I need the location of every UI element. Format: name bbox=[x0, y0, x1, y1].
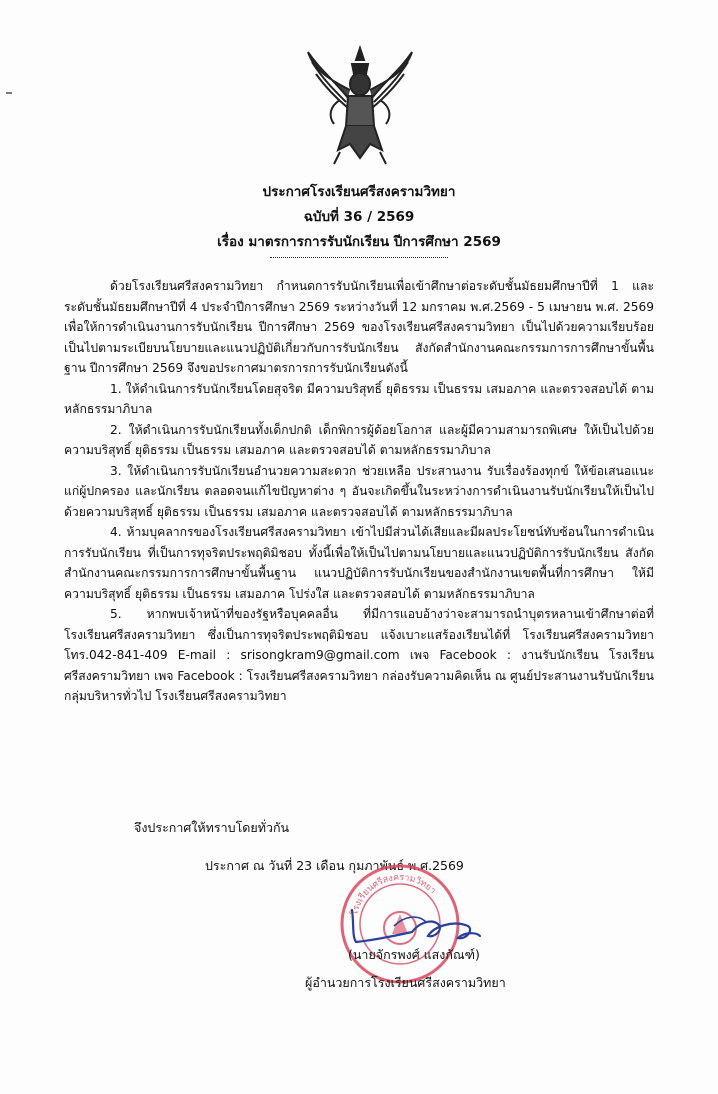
measure-item-1: 1. ให้ดำเนินการรับนักเรียนโดยสุจริต มีความบริสุทธิ์ ยุติธรรม เป็นธรรม เสมอภาค และตรวจสอบได้ ตามหลักธรรมาภิบาล bbox=[64, 381, 654, 416]
svg-text:โรงเรียนศรีสงครามวิทยา: โรงเรียนศรีสงครามวิทยา bbox=[349, 872, 438, 917]
garuda-emblem bbox=[300, 40, 420, 170]
announcement-body bbox=[64, 276, 654, 707]
intro-paragraph: ด้วยโรงเรียนศรีสงครามวิทยา กำหนดการรับนักเรียนเพื่อเข้าศึกษาต่อระดับชั้นมัธยมศึกษาปีที่ 1 และระดับชั้นมัธยมศึกษาปีที่ 4 ประจำปีการศึกษา 2569 ระหว่างวันที่ 12 มกราคม พ.ศ.2569 - 5 เมษายน พ.ศ. 2569 เพื่อให้การดำเนินงานการรับนักเรียน ปีการศึกษา 2569 ของโรงเรียนศรีสงครามวิทยา เป็นไปด้วยความเรียบร้อยเป็นไปตามระเบียบนโยบายและแนวปฏิบัติเกี่ยวกับการรับนักเรียน สังกัดสำนักงานคณะกรรมการการศึกษาขั้นพื้นฐาน ปีการศึกษา 2569 จึงขอประกาศมาตรการการรับนักเรียนดังนี้ bbox=[64, 279, 654, 375]
measure-item-4: 4. ห้ามบุคลากรของโรงเรียนศรีสงครามวิทยา เข้าไปมีส่วนได้เสียและมีผลประโยชน์ทับซ้อนในการดำเนินการรับนักเรียน ที่เป็นการทุจริตประพฤติมิชอบ ทั้งนี้เพื่อให้เป็นไปตามนโยบายและแนวปฏิบัติการรับนักเรียน สังกัดสำนักงานคณะกรรมการการศึกษาขั้นพื้นฐาน แนวปฏิบัติการรับนักเรียนของสำนักงานเขตพื้นที่การศึกษา ให้มีความบริสุทธิ์ ยุติธรรม เป็นธรรม เสมอภาค โปร่งใส และตรวจสอบได้ ตามหลักธรรมาภิบาล bbox=[64, 525, 654, 601]
separator-dots bbox=[270, 257, 448, 258]
announcement-title: ประกาศโรงเรียนศรีสงครามวิทยา bbox=[262, 184, 456, 200]
director-signature bbox=[334, 896, 484, 952]
issue-number: ฉบับที่ 36 / 2569 bbox=[303, 209, 415, 225]
signer-name: (นายจักรพงศ์ แสงกัณฑ์) bbox=[348, 947, 480, 962]
measure-item-3: 3. ให้ดำเนินการรับนักเรียนอำนวยความสะดวก ช่วยเหลือ ประสานงาน รับเรื่องร้องทุกข์ ให้ข้อเสนอแนะแก่ผู้ปกครอง และนักเรียน ตลอดจนแก้ไขปัญหาต่าง ๆ อันจะเกิดขึ้นในระหว่างการดำเนินงานรับนักเรียนให้เป็นไปด้วยความบริสุทธิ์ ยุติธรรม เป็นธรรม เสมอภาค และตรวจสอบได้ ตามหลักธรรมาภิบาล bbox=[64, 463, 654, 519]
signer-title: ผู้อำนวยการโรงเรียนศรีสงครามวิทยา bbox=[305, 975, 506, 990]
announcement-subject: เรื่อง มาตรการการรับนักเรียน ปีการศึกษา 2569 bbox=[217, 234, 501, 250]
measure-item-5: 5. หากพบเจ้าหน้าที่ของรัฐหรือบุคคลอื่น ที่มีการแอบอ้างว่าจะสามารถนำบุตรหลานเข้าศึกษาต่อที่โรงเรียนศรีสงครามวิทยา ซึ่งเป็นการทุจริตประพฤติมิชอบ แจ้งเบาะแสร้องเรียนได้ที่ โรงเรียนศรีสงครามวิทยา โทร.042-841-409 E-mail : srisongkram9@gmail.com เพจ Facebook : งานรับนักเรียน โรงเรียนศรีสงครามวิทยา เพจ Facebook : โรงเรียนศรีสงครามวิทยา กล่องรับความคิดเห็น ณ ศูนย์ประสานงานรับนักเรียน กลุ่มบริหารทั่วไป โรงเรียนศรีสงครามวิทยา bbox=[64, 607, 654, 703]
measure-item-2: 2. ให้ดำเนินการรับนักเรียนทั้งเด็กปกติ เด็กพิการผู้ด้อยโอกาส และผู้มีความสามารถพิเศษ ให้เป็นไปด้วยความบริสุทธิ์ ยุติธรรม เป็นธรรม เสมอภาค และตรวจสอบได้ ตามหลักธรรมาภิบาล bbox=[64, 422, 654, 457]
scan-mark bbox=[6, 92, 12, 94]
announcement-date: ประกาศ ณ วันที่ 23 เดือน กุมภาพันธ์ พ.ศ.2569 bbox=[205, 858, 464, 873]
closing-statement: จึงประกาศให้ทราบโดยทั่วกัน bbox=[134, 820, 290, 835]
